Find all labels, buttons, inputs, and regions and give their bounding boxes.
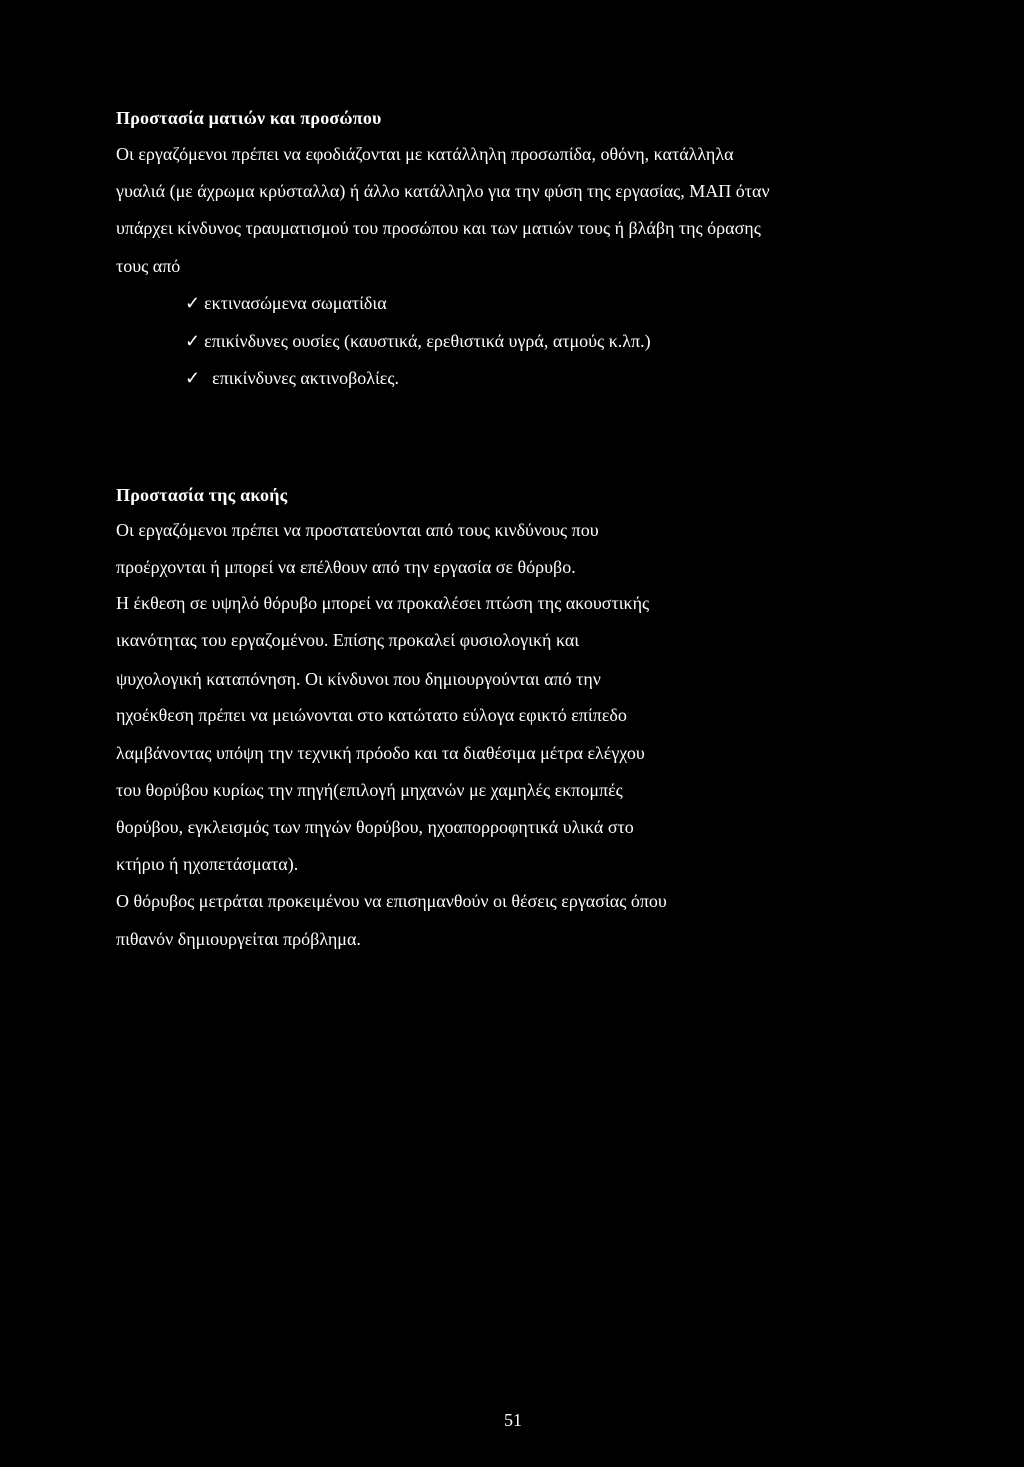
bullet-text: επικίνδυνες ουσίες (καυστικά, ερεθιστικά υγρά, ατμούς κ.λπ.) (204, 331, 651, 351)
bullet-item (185, 293, 387, 314)
section-title-hearing-protection: Προστασία της ακοής (116, 485, 288, 505)
paragraph-line: θορύβου, εγκλεισμός των πηγών θορύβου, ηχοαπορροφητικά υλικά στο (116, 817, 634, 837)
paragraph-line: κτήριο ή ηχοπετάσματα). (116, 854, 299, 874)
paragraph-line: Οι εργαζόμενοι πρέπει να προστατεύονται από τους κινδύνους που (116, 520, 599, 540)
paragraph-line: προέρχονται ή μπορεί να επέλθουν από την εργασία σε θόρυβο. (116, 557, 576, 577)
check-icon: ✓ (185, 368, 201, 388)
bullet-item (185, 331, 651, 352)
paragraph-line: του θορύβου κυρίως την πηγή(επιλογή μηχανών με χαμηλές εκπομπές (116, 780, 623, 800)
paragraph-line: τους από (116, 256, 181, 276)
paragraph-line: Οι εργαζόμενοι πρέπει να εφοδιάζονται με κατάλληλη προσωπίδα, οθόνη, κατάλληλα (116, 144, 734, 164)
section-title-eye-face-protection: Προστασία ματιών και προσώπου (116, 108, 382, 128)
check-icon: ✓ (185, 331, 201, 351)
paragraph-line: υπάρχει κίνδυνος τραυματισμού του προσώπου και των ματιών τους ή βλάβη της όρασης (116, 218, 761, 238)
paragraph-line: ικανότητας του εργαζομένου. Επίσης προκαλεί φυσιολογική και (116, 630, 580, 650)
paragraph-line: λαμβάνοντας υπόψη την τεχνική πρόοδο και τα διαθέσιμα μέτρα ελέγχου (116, 743, 645, 763)
paragraph-line: Ο θόρυβος μετράται προκειμένου να επισημανθούν οι θέσεις εργασίας όπου (116, 891, 667, 911)
paragraph-line: γυαλιά (με άχρωμα κρύσταλλα) ή άλλο κατάλληλο για την φύση της εργασίας, ΜΑΠ όταν (116, 181, 770, 201)
check-icon: ✓ (185, 293, 201, 313)
paragraph-line: πιθανόν δημιουργείται πρόβλημα. (116, 929, 361, 949)
paragraph-line: ψυχολογική καταπόνηση. Οι κίνδυνοι που δημιουργούνται από την (116, 669, 601, 689)
bullet-text: επικίνδυνες ακτινοβολίες. (212, 368, 399, 388)
page-number (0, 1410, 1024, 1431)
page-number-text: 51 (504, 1410, 522, 1430)
paragraph-line: Η έκθεση σε υψηλό θόρυβο μπορεί να προκαλέσει πτώση της ακουστικής (116, 593, 650, 613)
bullet-text: εκτινασώμενα σωματίδια (204, 293, 387, 313)
paragraph-line: ηχοέκθεση πρέπει να μειώνονται στο κατώτατο εύλογα εφικτό επίπεδο (116, 705, 627, 725)
bullet-item (185, 368, 399, 389)
